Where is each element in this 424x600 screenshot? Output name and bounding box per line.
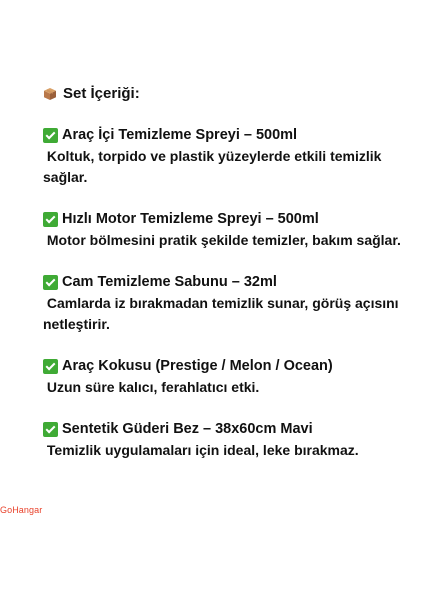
item-description: Temizlik uygulamaları için ideal, leke bırakmaz.: [43, 442, 359, 458]
item-title-row: [43, 125, 424, 146]
check-mark-icon: [43, 359, 58, 374]
check-mark-icon: [43, 212, 58, 227]
list-item: [43, 125, 424, 188]
item-title-row: [43, 209, 424, 230]
package-box-icon: [43, 87, 57, 101]
item-description: Uzun süre kalıcı, ferahlatıcı etki.: [43, 379, 260, 395]
check-mark-icon: [43, 422, 58, 437]
list-item: [43, 356, 424, 398]
section-title: Set İçeriği:: [63, 85, 140, 102]
item-description: Koltuk, torpido ve plastik yüzeylerde etkili temizlik sağlar.: [43, 148, 386, 185]
item-title-row: [43, 419, 424, 440]
set-contents: [43, 84, 424, 461]
item-description: Camlarda iz bırakmadan temizlik sunar, görüş açısını netleştirir.: [43, 295, 403, 332]
check-mark-icon: [43, 275, 58, 290]
item-title-row: [43, 356, 424, 377]
list-item: [43, 209, 424, 251]
item-title-row: [43, 272, 424, 293]
item-title: Hızlı Motor Temizleme Spreyi – 500ml: [62, 211, 319, 227]
list-item: [43, 272, 424, 335]
section-header: [43, 84, 424, 104]
brand-watermark: GoHangar: [0, 505, 43, 515]
item-title: Araç İçi Temizleme Spreyi – 500ml: [62, 127, 298, 143]
check-mark-icon: [43, 128, 58, 143]
list-item: [43, 419, 424, 461]
item-title: Araç Kokusu (Prestige / Melon / Ocean): [62, 358, 333, 374]
item-title: Sentetik Güderi Bez – 38x60cm Mavi: [62, 421, 313, 437]
item-title: Cam Temizleme Sabunu – 32ml: [62, 274, 277, 290]
item-description: Motor bölmesini pratik şekilde temizler, bakım sağlar.: [43, 232, 401, 248]
